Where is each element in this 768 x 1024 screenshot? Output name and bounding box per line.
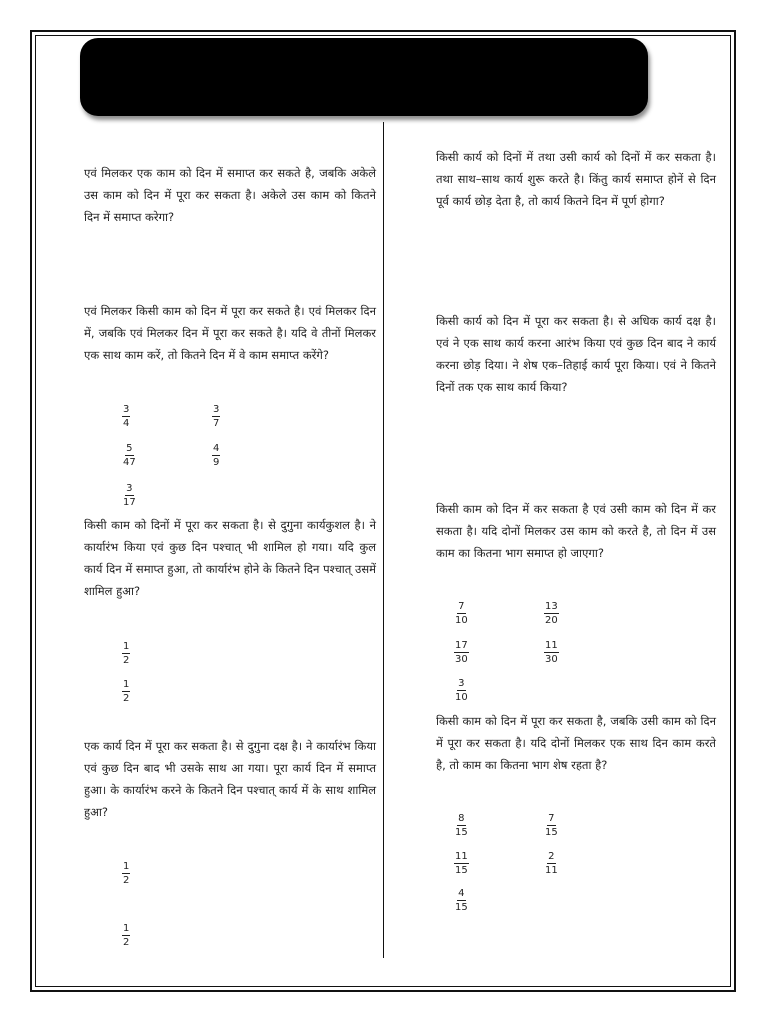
option-q2-a <box>122 403 130 430</box>
numerator: 3 <box>458 678 465 689</box>
denominator: 20 <box>545 615 558 626</box>
denominator: 15 <box>455 902 468 913</box>
option-q8-c <box>454 850 469 877</box>
numerator: 13 <box>545 601 558 612</box>
numerator: 1 <box>123 641 130 652</box>
numerator: 1 <box>123 861 130 872</box>
question-4: एक कार्य दिन में पूरा कर सकता है। से दुगुना दक्ष है। ने कार्यारंभ किया एवं कुछ दिन बाद भी उसके साथ आ गया। पूरा कार्य दिन में समाप्त हुआ। के कार्यारंभ करने के कितने दिन पश्चात् कार्य में के साथ शामिल हुआ? <box>84 739 376 819</box>
question-7: किसी काम को दिन में कर सकता है एवं उसी काम को दिन में कर सकता है। यदि दोनों मिलकर उस काम को करते है, तो दिन में उस काम का कितना भाग समाप्त हो जाएगा? <box>436 502 716 560</box>
denominator: 2 <box>123 937 130 948</box>
numerator: 4 <box>213 443 220 454</box>
numerator: 1 <box>123 679 130 690</box>
option-q7-c <box>454 639 469 666</box>
option-q4-b <box>122 922 130 949</box>
option-q8-a <box>454 812 469 839</box>
denominator: 7 <box>213 418 220 429</box>
option-q2-d <box>212 442 220 469</box>
column-divider <box>383 122 384 958</box>
option-q7-e <box>454 677 469 704</box>
question-2: एवं मिलकर किसी काम को दिन में पूरा कर सकते है। एवं मिलकर दिन में, जबकि एवं मिलकर दिन में पूरा कर सकते है। यदि वे तीनों मिलकर एक साथ काम करें, तो कितने दिन में वे काम समाप्त करेंगे? <box>84 304 376 362</box>
numerator: 2 <box>548 851 555 862</box>
numerator: 3 <box>126 483 133 494</box>
question-1: एवं मिलकर एक काम को दिन में समाप्त कर सकते है, जबकि अकेले उस काम को दिन में पूरा कर सकता है। अकेले उस काम को कितने दिन में समाप्त करेगा? <box>84 166 376 224</box>
question-3: किसी काम को दिनों में पूरा कर सकता है। से दुगुना कार्यकुशल है। ने कार्यारंभ किया एवं कुछ दिन पश्चात् भी शामिल हो गया। यदि कुल कार्य दिन में समाप्त हुआ, तो कार्यारंभ होने के कितने दिन पश्चात् उसमें शामिल हुआ? <box>84 518 376 598</box>
denominator: 17 <box>123 497 136 508</box>
option-q3-b <box>122 678 130 705</box>
option-q8-e <box>454 887 469 914</box>
numerator: 8 <box>458 813 465 824</box>
header-banner <box>80 38 648 116</box>
denominator: 2 <box>123 875 130 886</box>
denominator: 11 <box>545 865 558 876</box>
numerator: 4 <box>458 888 465 899</box>
denominator: 10 <box>455 692 468 703</box>
denominator: 15 <box>455 865 468 876</box>
question-5: किसी कार्य को दिनों में तथा उसी कार्य को दिनों में कर सकता है। तथा साथ–साथ कार्य शुरू करते है। किंतु कार्य समाप्त होनें से दिन पूर्व कार्य छोड़ देता है, तो कार्य कितने दिन में पूर्ण होगा? <box>436 150 716 208</box>
denominator: 4 <box>123 418 130 429</box>
option-q7-a <box>454 600 469 627</box>
denominator: 47 <box>123 457 136 468</box>
numerator: 3 <box>123 404 130 415</box>
denominator: 30 <box>455 654 468 665</box>
question-8: किसी काम को दिन में पूरा कर सकता है, जबकि उसी काम को दिन में पूरा कर सकता है। यदि दोनों मिलकर एक साथ दिन काम करते है, तो काम का कितना भाग शेष रहता है? <box>436 714 716 772</box>
numerator: 1 <box>123 923 130 934</box>
denominator: 15 <box>455 827 468 838</box>
option-q2-b <box>212 403 220 430</box>
numerator: 17 <box>455 640 468 651</box>
denominator: 2 <box>123 693 130 704</box>
numerator: 7 <box>458 601 465 612</box>
option-q2-c <box>122 442 137 469</box>
denominator: 9 <box>213 457 220 468</box>
denominator: 30 <box>545 654 558 665</box>
numerator: 11 <box>545 640 558 651</box>
numerator: 3 <box>213 404 220 415</box>
option-q8-b <box>544 812 559 839</box>
option-q4-a <box>122 860 130 887</box>
numerator: 7 <box>548 813 555 824</box>
option-q7-d <box>544 639 559 666</box>
denominator: 10 <box>455 615 468 626</box>
denominator: 15 <box>545 827 558 838</box>
option-q7-b <box>544 600 559 627</box>
option-q8-d <box>544 850 559 877</box>
option-q2-e <box>122 482 137 509</box>
numerator: 5 <box>126 443 133 454</box>
numerator: 11 <box>455 851 468 862</box>
question-6: किसी कार्य को दिन में पूरा कर सकता है। से अधिक कार्य दक्ष है। एवं ने एक साथ कार्य करना आरंभ किया एवं कुछ दिन बाद ने कार्य करना छोड़ दिया। ने शेष एक–तिहाई कार्य पूरा किया। एवं ने कितने दिनों तक एक साथ कार्य किया? <box>436 314 716 394</box>
option-q3-a <box>122 640 130 667</box>
denominator: 2 <box>123 655 130 666</box>
